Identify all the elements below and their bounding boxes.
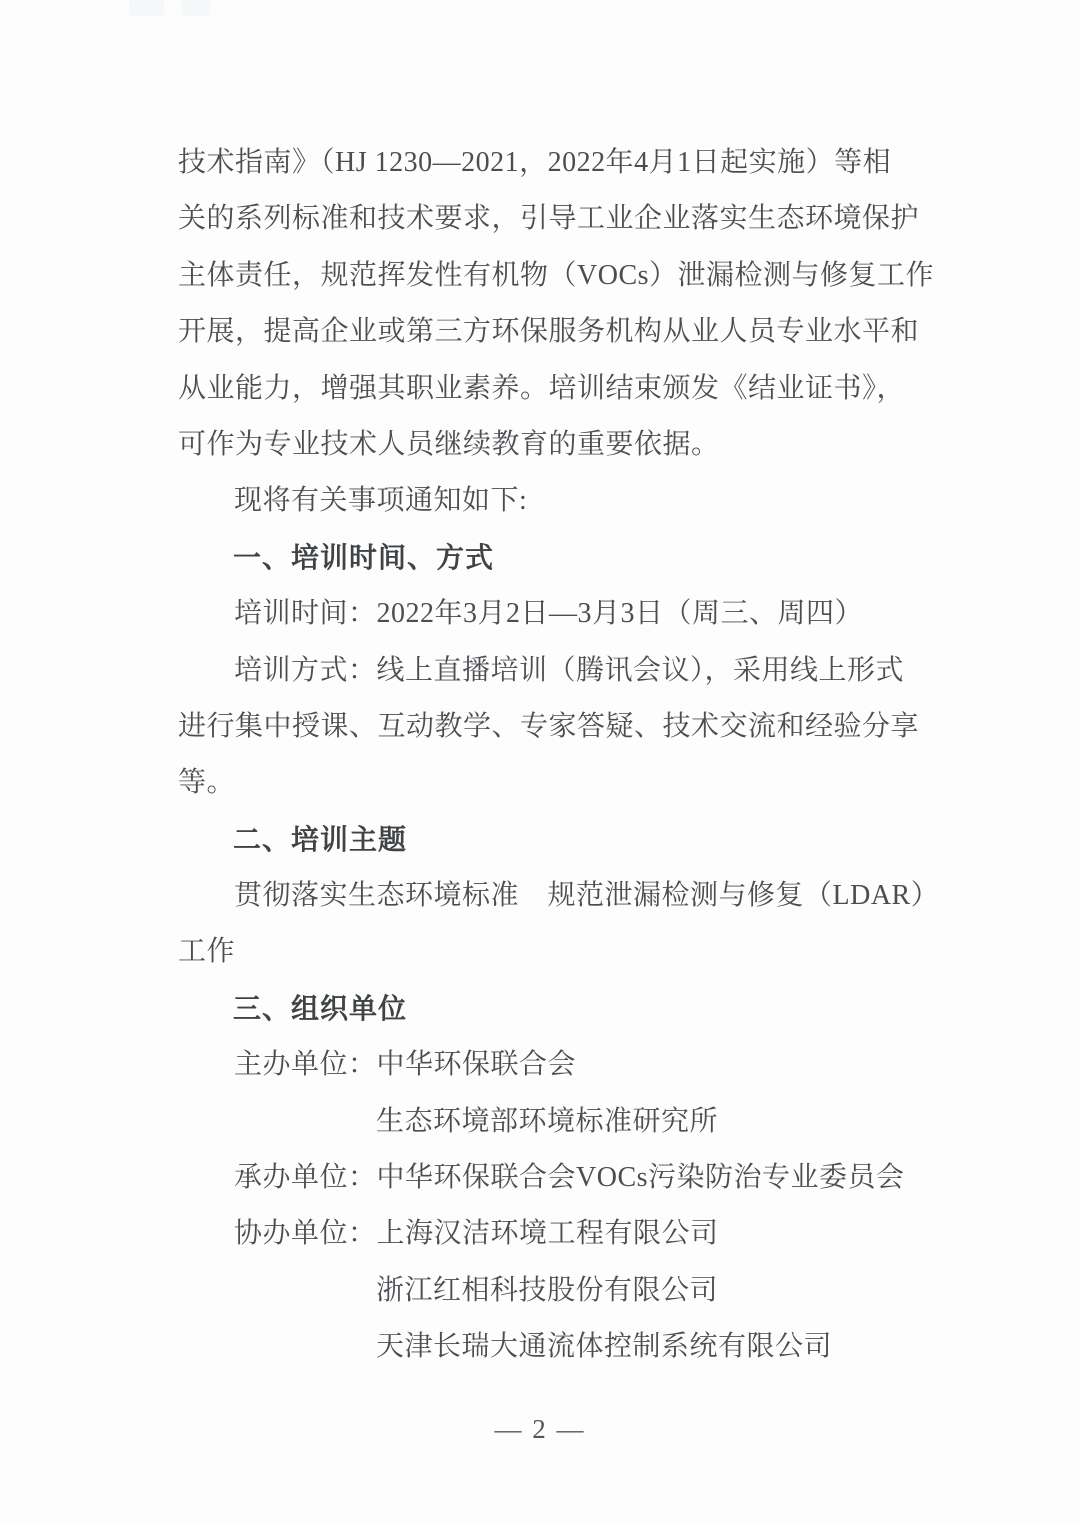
training-theme-line: 贯彻落实生态环境标准 规范泄漏检测与修复（LDAR）: [234, 880, 940, 912]
section-heading-training-time: 一、培训时间、方式: [233, 541, 495, 573]
doc-text-line: 进行集中授课、互动教学、专家答疑、技术交流和经验分享: [178, 710, 920, 742]
doc-text-line: 等。: [178, 767, 236, 799]
doc-text-line: 可作为专业技术人员继续教育的重要依据。: [178, 428, 720, 460]
section-heading-organizers: 三、组织单位: [233, 992, 408, 1024]
doc-text-line: 开展，提高企业或第三方环保服务机构从业人员专业水平和: [178, 316, 920, 348]
scan-artifact-mark: [182, 0, 210, 16]
section-heading-training-theme: 二、培训主题: [233, 823, 408, 855]
host-unit-line: 主办单位：中华环保联合会: [234, 1049, 577, 1081]
doc-text-line: 现将有关事项通知如下:: [234, 485, 528, 517]
scan-artifact-mark: [129, 0, 164, 16]
co-organizer-unit-line: 协办单位：上海汉洁环境工程有限公司: [234, 1218, 719, 1250]
organizer-unit-line: 承办单位：中华环保联合会VOCs污染防治专业委员会: [234, 1162, 905, 1194]
doc-text-line: 主体责任，规范挥发性有机物（VOCs）泄漏检测与修复工作: [178, 259, 935, 291]
doc-text-line: 技术指南》（HJ 1230—2021，2022年4月1日起实施）等相: [178, 147, 892, 178]
page-number: — 2 —: [494, 1414, 586, 1444]
co-organizer-unit-line-2: 浙江红相科技股份有限公司: [376, 1274, 719, 1306]
host-unit-line-2: 生态环境部环境标准研究所: [376, 1105, 719, 1137]
document-body: [178, 135, 940, 1376]
doc-text-line: 关的系列标准和技术要求，引导工业企业落实生态环境保护: [178, 203, 920, 235]
co-organizer-unit-line-3: 天津长瑞大通流体控制系统有限公司: [376, 1331, 833, 1363]
doc-text-line: 从业能力，增强其职业素养。培训结束颁发《结业证书》，: [178, 372, 906, 404]
training-method-line: 培训方式：线上直播培训（腾讯会议），采用线上形式: [234, 654, 905, 686]
doc-text-line: 工作: [178, 936, 236, 968]
training-time-line: 培训时间：2022年3月2日—3月3日（周三、周四）: [234, 598, 864, 630]
